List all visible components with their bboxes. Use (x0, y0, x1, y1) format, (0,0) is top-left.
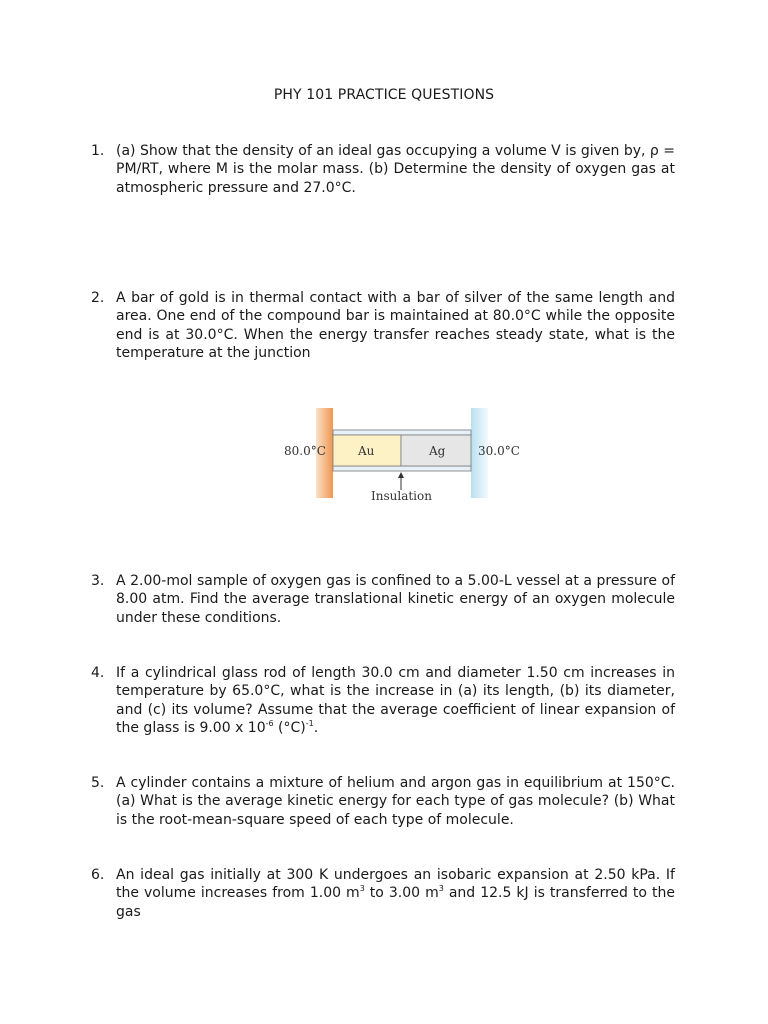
right-temperature-label: 30.0°C (478, 444, 520, 458)
question-text-part: (°C) (273, 720, 306, 737)
question-text: (a) Show that the density of an ideal gas occupying a volume V is given by, ρ = PM/RT, where M is the molar mass. (b) Determine the density of oxygen gas at atmospheric pressure and 27.0°C. (116, 143, 675, 196)
question-5 (91, 774, 675, 829)
insulation-top (333, 430, 471, 435)
question-text-part: to 3.00 m (364, 885, 439, 902)
question-number: 5. (91, 775, 105, 791)
question-text (116, 866, 675, 921)
question-4 (91, 664, 675, 738)
question-text: A bar of gold is in thermal contact with a bar of silver of the same length and area. One end of the compound bar is maintained at 80.0°C while the opposite end is at 30.0°C. When the energy transfer reaches steady state, what is the temperature at the junction (116, 290, 675, 362)
question-number: 3. (91, 573, 105, 589)
question-number: 4. (91, 665, 105, 681)
question-text-part: An ideal gas initially at 300 K undergoes an isobaric expansion at 2.50 kPa. If the volume increases from 1.00 m (116, 867, 675, 902)
page-title: PHY 101 PRACTICE QUESTIONS (273, 87, 495, 103)
compound-bar-figure (280, 404, 530, 504)
question-6 (91, 866, 675, 921)
left-temperature-label: 80.0°C (284, 444, 326, 458)
question-number: 6. (91, 867, 105, 883)
gold-label: Au (358, 444, 375, 458)
exponent: -1 (305, 719, 314, 729)
question-1 (91, 142, 675, 197)
question-text-part: If a cylindrical glass rod of length 30.0 cm and diameter 1.50 cm increases in temperature by 65.0°C, what is the increase in (a) its length, (b) its diameter, and (c) its volume? Assume that the average coefficient of linear expansion of the glass is 9.00 x 10 (116, 665, 675, 737)
exponent: 3 (438, 884, 444, 894)
silver-label: Ag (429, 444, 446, 458)
question-number: 1. (91, 143, 105, 159)
question-text: A 2.00-mol sample of oxygen gas is confined to a 5.00-L vessel at a pressure of 8.00 atm. Find the average translational kinetic energy of an oxygen molecule under these conditions. (116, 573, 675, 626)
question-number: 2. (91, 290, 105, 306)
question-text-part: and 12.5 kJ is transferred to the gas (116, 885, 675, 920)
insulation-label: Insulation (371, 489, 432, 503)
exponent: 3 (359, 884, 365, 894)
insulation-bottom (333, 466, 471, 471)
arrow-head-icon (398, 472, 404, 478)
question-text: A cylinder contains a mixture of helium and argon gas in equilibrium at 150°C. (a) What is the average kinetic energy for each type of gas molecule? (b) What is the root-mean-square speed of each type of molecule. (116, 775, 675, 828)
question-3 (91, 572, 675, 627)
question-2 (91, 289, 675, 363)
question-text-part: . (313, 720, 319, 737)
exponent: -6 (265, 719, 274, 729)
question-text (116, 664, 675, 738)
